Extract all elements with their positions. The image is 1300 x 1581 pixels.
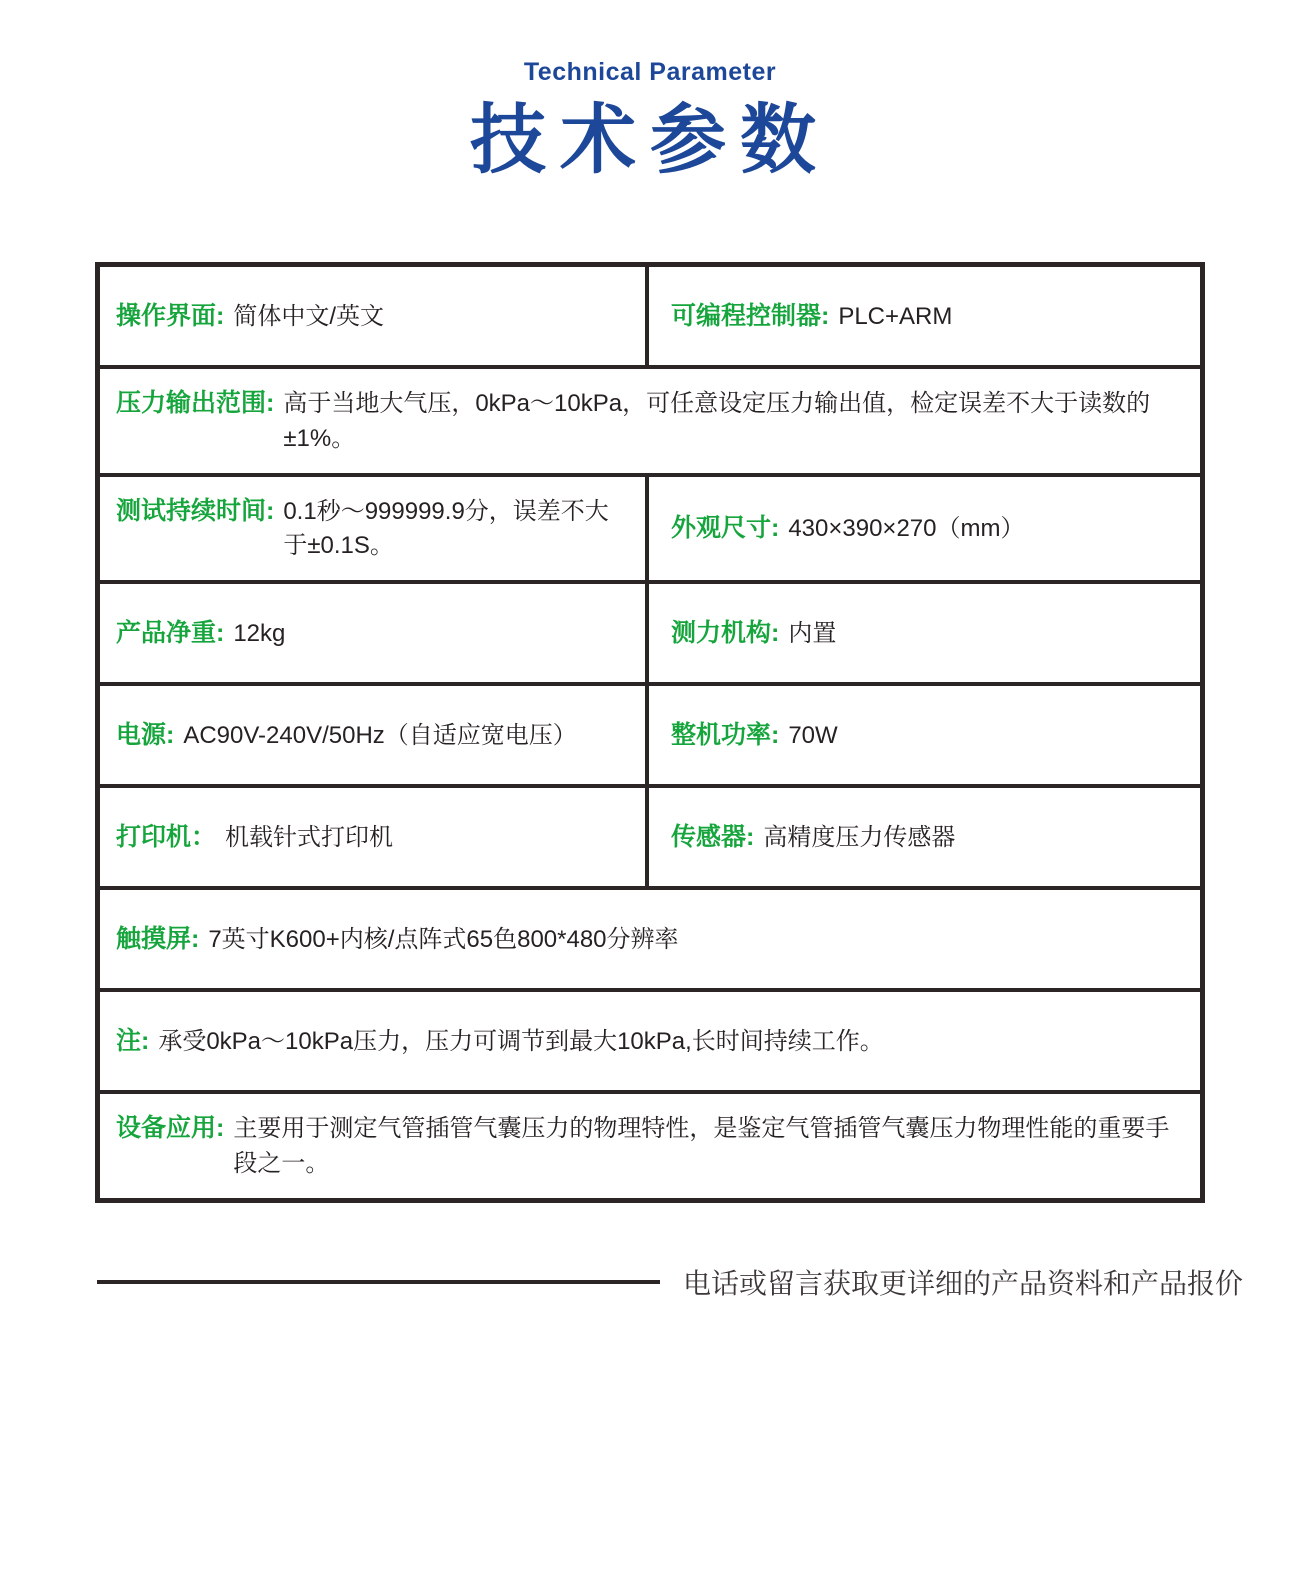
spec-label: 操作界面: [116,301,225,330]
spec-value: 承受0kPa～10kPa压力，压力可调节到最大10kPa,长时间持续工作。 [158,1027,884,1055]
table-row [100,1094,1200,1198]
table-row [100,992,1200,1094]
spec-label: 测力机构: [671,618,780,647]
spec-label: 触摸屏: [116,924,200,953]
spec-cell-total-power [645,686,1200,784]
table-row [100,369,1200,477]
footer-note: 电话或留言获取更详细的产品资料和产品报价 [683,1268,1244,1299]
spec-label: 产品净重: [116,618,225,647]
spec-value: 简体中文/英文 [233,302,384,330]
table-row [100,686,1200,788]
spec-label: 打印机： [116,822,217,851]
spec-value: 高精度压力传感器 [763,823,956,851]
spec-value: 高于当地大气压，0kPa～10kPa，可任意设定压力输出值，检定误差不大于读数的±1%。 [283,390,1151,452]
divider-line [97,1280,660,1284]
spec-label: 压力输出范围: [116,389,275,417]
table-row [100,267,1200,369]
spec-label: 整机功率: [671,720,780,749]
spec-cell-application [100,1094,1200,1198]
spec-cell-pressure-output-range [100,369,1200,473]
spec-label: 电源: [116,720,175,749]
spec-cell-programmable-controller [645,267,1200,365]
spec-label: 设备应用: [116,1114,225,1143]
spec-table [95,262,1205,1203]
spec-value: AC90V-240V/50Hz（自适应宽电压） [183,721,577,749]
spec-value: 70W [788,721,838,749]
spec-label: 外观尺寸: [671,513,780,542]
spec-cell-test-duration [100,477,645,581]
spec-label: 测试持续时间: [116,496,275,525]
spec-value: 12kg [233,619,286,647]
table-row [100,890,1200,992]
table-row [100,477,1200,585]
spec-cell-operation-interface [100,267,645,365]
spec-label: 传感器: [671,822,755,851]
footer [97,1262,1244,1302]
spec-label: 可编程控制器: [671,301,830,330]
header [0,0,1300,183]
table-row [100,584,1200,686]
spec-value: 机载针式打印机 [225,823,394,851]
spec-value: 7英寸K600+内核/点阵式65色800*480分辨率 [208,925,679,953]
spec-value: 0.1秒～999999.9分，误差不大于±0.1S。 [283,497,609,560]
spec-cell-net-weight [100,584,645,682]
spec-cell-power-supply [100,686,645,784]
spec-cell-sensor [645,788,1200,886]
spec-cell-force-mechanism [645,584,1200,682]
spec-cell-touchscreen [100,890,1200,988]
spec-value: 主要用于测定气管插管气囊压力的物理特性，是鉴定气管插管气囊压力物理性能的重要手段之一。 [233,1115,1170,1177]
spec-value: PLC+ARM [838,302,953,330]
spec-cell-note [100,992,1200,1090]
spec-value: 430×390×270（mm） [788,514,1025,542]
page-title: 技术参数 [470,98,830,183]
spec-value: 内置 [788,619,837,647]
table-row [100,788,1200,890]
header-subtitle: Technical Parameter [523,58,777,86]
spec-label: 注: [116,1026,150,1055]
spec-cell-dimensions [645,477,1200,581]
spec-cell-printer [100,788,645,886]
